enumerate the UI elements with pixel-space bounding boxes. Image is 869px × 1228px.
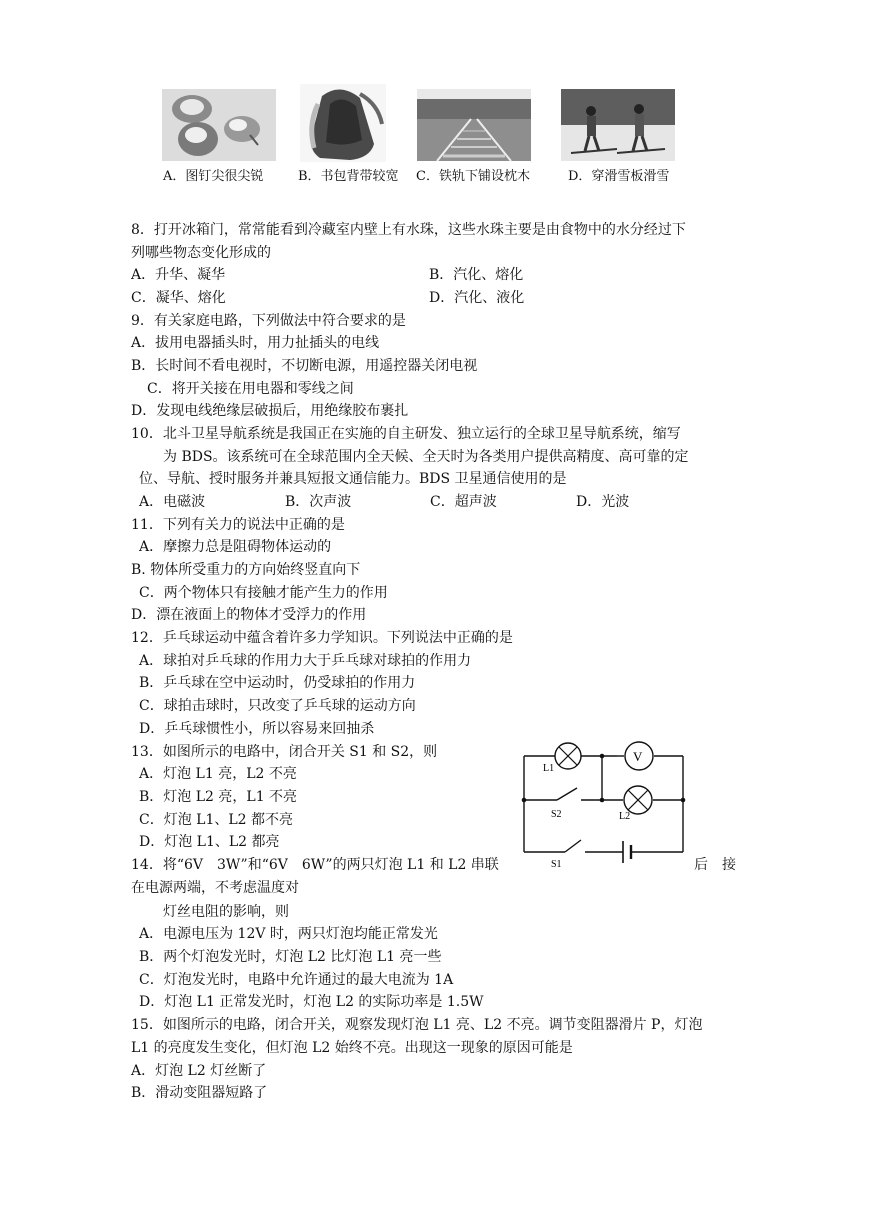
- q15-option-a: A．灯泡 L2 灯丝断了: [131, 1063, 267, 1079]
- q12-option-d: D．乒乓球惯性小，所以容易来回抽杀: [139, 721, 375, 737]
- q9-option-c: C．将开关接在用电器和零线之间: [147, 381, 354, 397]
- q10-stem-line2: 为 BDS。该系统可在全球范围内全天候、全天时为各类用户提供高精度、高可靠的定: [163, 449, 689, 465]
- q13-option-d: D．灯泡 L1、L2 都亮: [139, 834, 280, 850]
- junction-dot: [681, 798, 686, 803]
- q10-option-a: A．电磁波: [139, 494, 206, 510]
- q14-option-b: B．两个灯泡发光时，灯泡 L2 比灯泡 L1 亮一些: [139, 949, 442, 965]
- q14-option-c: C．灯泡发光时，电路中允许通过的最大电流为 1A: [139, 972, 454, 988]
- circuit-diagram: [515, 735, 695, 875]
- q9-stem: 9．有关家庭电路，下列做法中符合要求的是: [131, 313, 406, 329]
- q10-stem-line1: 10．北斗卫星导航系统是我国正在实施的自主研发、独立运行的全球卫星导航系统，缩写: [131, 426, 681, 442]
- q13-stem: 13．如图所示的电路中，闭合开关 S1 和 S2，则: [131, 744, 438, 760]
- q15-stem-line1: 15．如图所示的电路，闭合开关，观察发现灯泡 L1 亮、L2 不亮。调节变阻器滑片 P，灯泡: [131, 1017, 703, 1033]
- q11-stem: 11．下列有关力的说法中正确的是: [131, 517, 345, 533]
- backpack-photo: [300, 84, 386, 162]
- q15-option-b: B．滑动变阻器短路了: [131, 1085, 268, 1101]
- railway-caption: C．铁轨下铺设枕木: [416, 169, 530, 184]
- q10-option-b: B．次声波: [285, 494, 352, 510]
- junction-dot: [522, 798, 527, 803]
- pushpin-caption: A．图钉尖很尖锐: [163, 169, 264, 184]
- q13-option-a: A．灯泡 L1 亮，L2 不亮: [139, 766, 297, 782]
- q9-option-b: B．长时间不看电视时，不切断电源，用遥控器关闭电视: [131, 358, 478, 374]
- q8-option-d: D．汽化、液化: [429, 290, 525, 306]
- q13-option-b: B．灯泡 L2 亮，L1 不亮: [139, 789, 298, 805]
- q9-option-a: A．拔用电器插头时，用力扯插头的电线: [131, 335, 380, 351]
- q11-option-d: D．漂在液面上的物体才受浮力的作用: [131, 607, 367, 623]
- l2-label: L2: [619, 811, 631, 822]
- q10-option-c: C．超声波: [430, 494, 497, 510]
- railway-icon: [417, 89, 531, 161]
- q11-option-a: A．摩擦力总是阻碍物体运动的: [139, 539, 332, 555]
- q12-option-b: B．乒乓球在空中运动时，仍受球拍的作用力: [139, 675, 416, 691]
- q14-option-a: A．电源电压为 12V 时，两只灯泡均能正常发光: [139, 926, 438, 942]
- skiing-caption: D．穿滑雪板滑雪: [568, 169, 670, 184]
- q8-option-c: C．凝华、熔化: [131, 290, 226, 306]
- q10-option-d: D．光波: [576, 494, 630, 510]
- q8-option-b: B．汽化、熔化: [429, 267, 524, 283]
- q12-stem: 12．乒乓球运动中蕴含着许多力学知识。下列说法中正确的是: [131, 630, 513, 646]
- q14-stem-line1: 14．将“6V 3W”和“6V 6W”的两只灯泡 L1 和 L2 串联: [131, 857, 499, 873]
- q15-stem-line2: L1 的亮度发生变化，但灯泡 L2 始终不亮。出现这一现象的原因可能是: [131, 1040, 573, 1056]
- lamp-l1-icon: [555, 743, 581, 769]
- s1-label: S1: [551, 859, 562, 870]
- s2-label: S2: [551, 809, 562, 820]
- q11-option-c: C．两个物体只有接触才能产生力的作用: [139, 585, 388, 601]
- q9-option-d: D．发现电线绝缘层破损后，用绝缘胶布裹扎: [131, 403, 409, 419]
- backpack-icon: [300, 84, 386, 162]
- q12-option-c: C．球拍击球时，只改变了乒乓球的运动方向: [139, 698, 416, 714]
- q8-option-a: A．升华、凝华: [131, 267, 226, 283]
- q14-stem-line1-tail: 后 接: [694, 857, 736, 873]
- q12-option-a: A．球拍对乒乓球的作用力大于乒乓球对球拍的作用力: [139, 653, 472, 669]
- railway-photo: [417, 89, 531, 161]
- q10-stem-line3: 位、导航、授时服务并兼具短报文通信能力。BDS 卫星通信使用的是: [139, 471, 567, 487]
- pushpin-photo: [162, 89, 276, 161]
- l1-label: L1: [543, 763, 555, 774]
- lamp-l2-icon: [624, 786, 652, 814]
- junction-dot: [600, 754, 605, 759]
- q14-option-d: D．灯泡 L1 正常发光时，灯泡 L2 的实际功率是 1.5W: [139, 994, 484, 1010]
- q14-stem-line2: 在电源两端，不考虑温度对: [131, 880, 299, 896]
- skiing-photo: [561, 89, 675, 161]
- q8-stem-line1: 8．打开冰箱门，常常能看到冷藏室内壁上有水珠，这些水珠主要是由食物中的水分经过下: [131, 222, 686, 238]
- pushpin-icon: [162, 89, 276, 161]
- q13-option-c: C．灯泡 L1、L2 都不亮: [139, 812, 294, 828]
- skiing-icon: [561, 89, 675, 161]
- junction-dot: [600, 798, 605, 803]
- voltmeter-label: V: [633, 749, 643, 764]
- q8-stem-line2: 列哪些物态变化形成的: [131, 245, 271, 261]
- q11-option-b: B. 物体所受重力的方向始终竖直向下: [131, 562, 361, 578]
- q14-stem-line3: 灯丝电阻的影响，则: [163, 904, 289, 920]
- backpack-caption: B．书包背带较宽: [298, 169, 399, 184]
